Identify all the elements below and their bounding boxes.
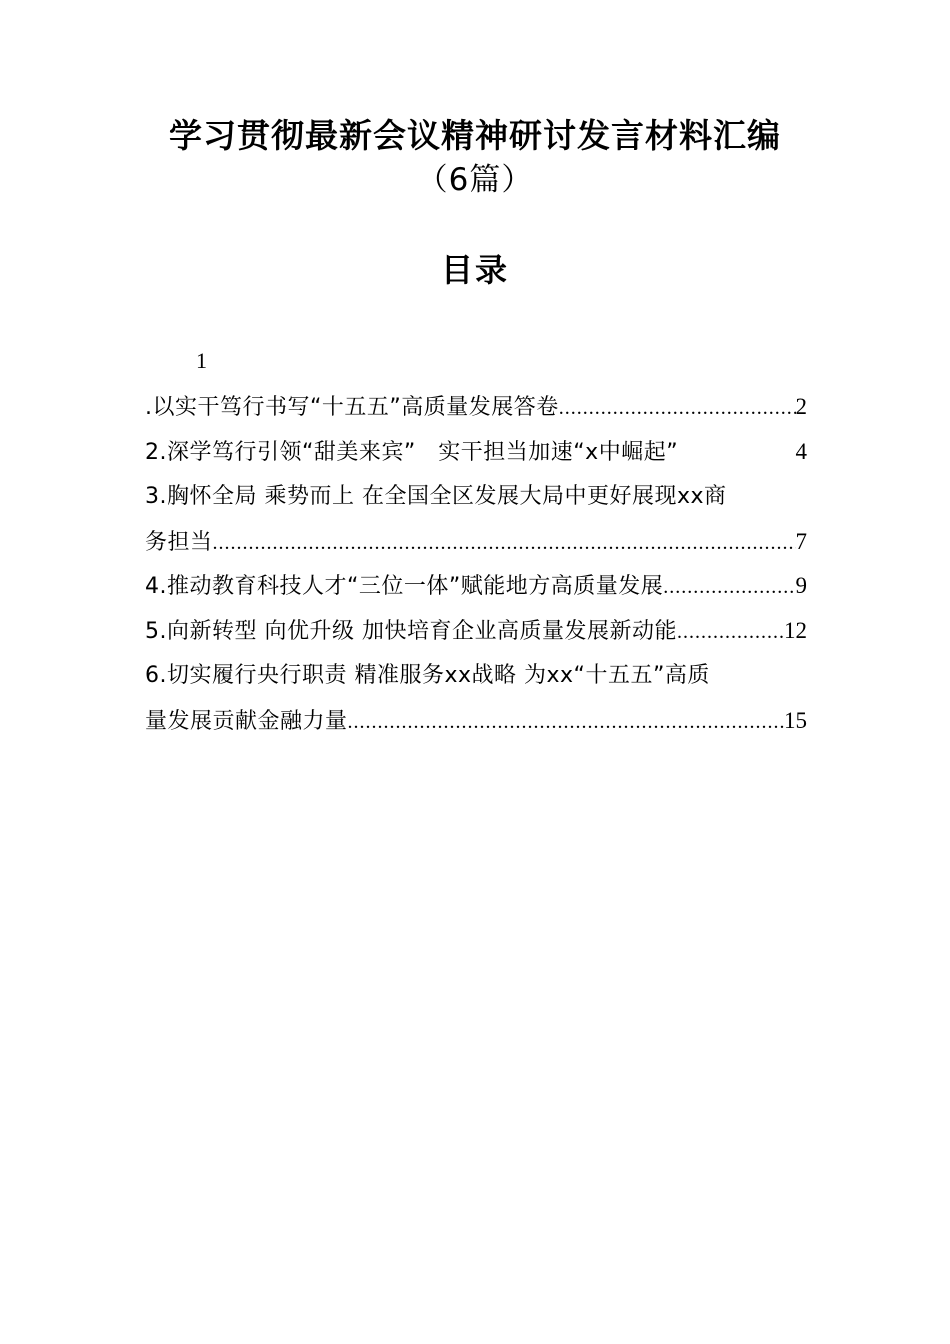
toc-item-6[interactable] xyxy=(145,661,807,691)
toc-item-3-text: 3.胸怀全局 乘势而上 在全国全区发展大局中更好展现xx商 xyxy=(145,484,727,509)
toc-heading: 目录 xyxy=(440,251,509,289)
toc-leader-dots xyxy=(559,393,796,423)
toc-item-2[interactable] xyxy=(145,437,807,467)
toc-item-6-text: 6.切实履行央行职责 精准服务xx战略 为xx“十五五”高质 xyxy=(145,663,710,688)
document-title: 学习贯彻最新会议精神研讨发言材料汇编 xyxy=(169,116,781,155)
toc-item-2-page: 4 xyxy=(795,439,807,464)
toc-item-3-text-cont: 务担当 xyxy=(145,530,213,555)
toc-leader-dots xyxy=(677,617,784,647)
document-subtitle-count: （6篇） xyxy=(416,162,534,198)
toc-item-6-page: 15 xyxy=(784,708,807,733)
toc-item-4-text: 4.推动教育科技人才“三位一体”赋能地方高质量发展 xyxy=(145,574,664,599)
toc-item-3[interactable] xyxy=(145,482,807,512)
toc-item-1-text: .以实干笃行书写“十五五”高质量发展答卷 xyxy=(145,395,559,420)
toc-leader-dots xyxy=(348,707,784,737)
toc-item-4-page: 9 xyxy=(795,573,807,598)
toc-item-3-page: 7 xyxy=(795,529,807,554)
toc-item-6-text-cont: 量发展贡献金融力量 xyxy=(145,709,348,734)
toc-leader-dots xyxy=(213,528,796,558)
toc-item-6-continued[interactable] xyxy=(145,706,807,736)
toc-item-5[interactable] xyxy=(145,616,807,646)
toc-item-5-text: 5.向新转型 向优升级 加快培育企业高质量发展新动能 xyxy=(145,619,677,644)
toc-item-1[interactable] xyxy=(145,392,807,422)
toc-item-1-page: 2 xyxy=(795,394,807,419)
toc-item-4[interactable] xyxy=(145,571,807,601)
toc-item-3-continued[interactable] xyxy=(145,527,807,557)
toc-item-5-page: 12 xyxy=(784,618,807,643)
toc-item-1-number: 1 xyxy=(196,348,207,373)
toc-item-2-text: 2.深学笃行引领“甜美来宾” 实干担当加速“x中崛起” xyxy=(145,440,679,465)
toc-leader-dots xyxy=(663,572,795,602)
